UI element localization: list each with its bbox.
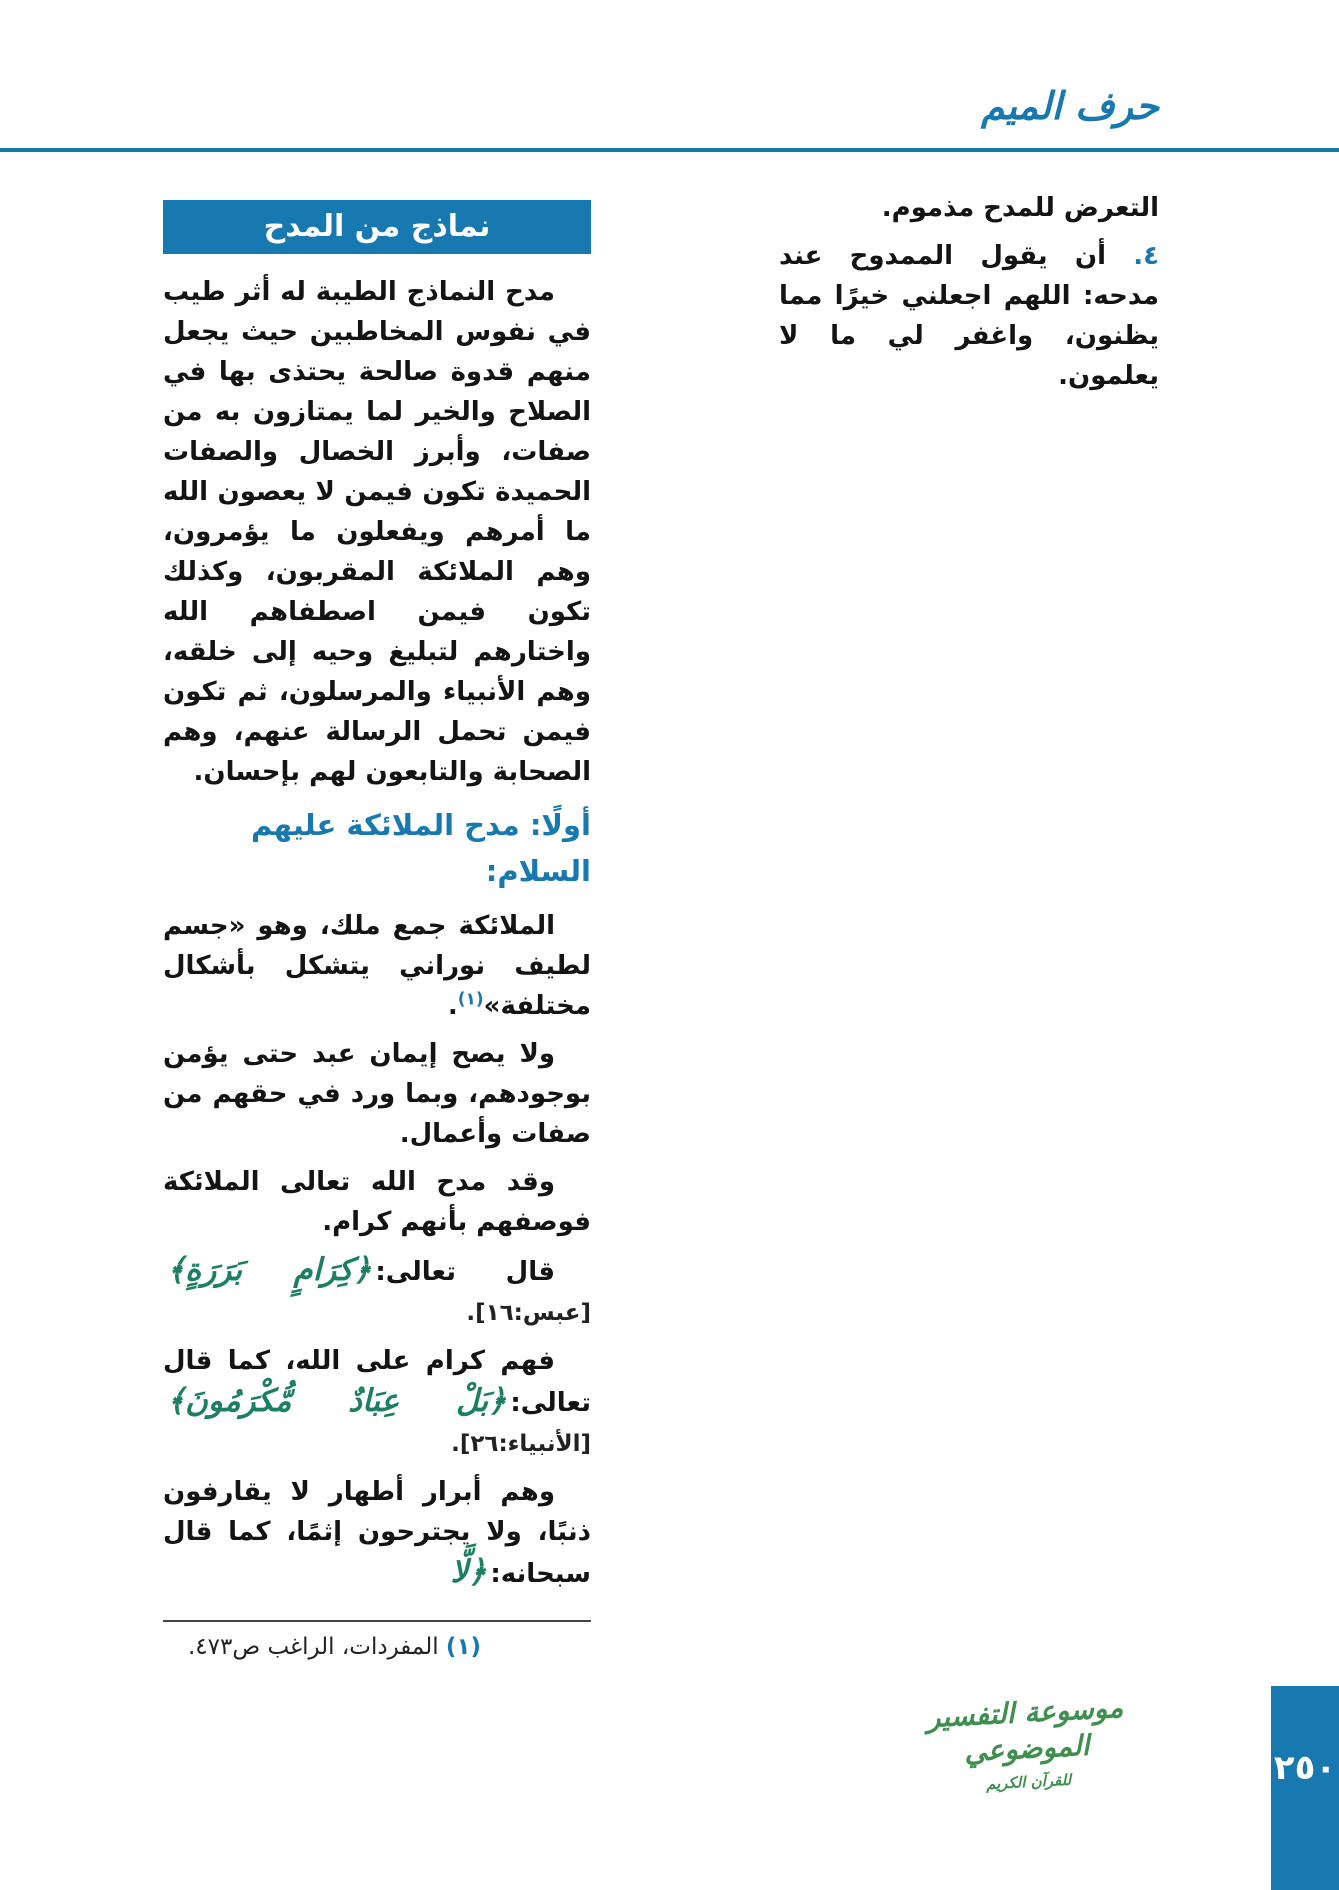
footnote-1-text: المفردات، الراغب ص٤٧٣. [187, 1634, 446, 1660]
quote-1-lead: قال تعالى: [375, 1257, 555, 1287]
paragraph-belief: ولا يصح إيمان عبد حتى يؤمن بوجودهم، وبما ورد في حقهم من صفات وأعمال. [163, 1039, 591, 1149]
page-number-strip [1271, 1686, 1339, 1890]
quote-2 [163, 1341, 591, 1464]
quran-verse-anbiya-26: ﴿بَلْ عِبَادٌ مُّكْرَمُونَ﴾ [167, 1383, 507, 1419]
quote-1 [163, 1250, 591, 1333]
footnote-1 [163, 1634, 591, 1660]
paragraph-intro: مدح النماذج الطيبة له أثر طيب في نفوس المخاطبين حيث يجعل منهم قدوة صالحة يحتذى بها في الصلاح والخير لما يمتازون به من صفات، وأبرز الخصال والصفات الحميدة تكون فيمن لا يعصون الله ما أمرهم ويفعلون ما يؤمرون، وهم الملائكة المقربون، وكذلك تكون فيمن اصطفاهم الله واختارهم لتبليغ وحيه إلى خلقه، وهم الأنبياء والمرسلون، ثم تكون فيمن تحمل الرسالة عنهم، وهم الصحابة والتابعون لهم بإحسان. [163, 277, 591, 787]
quran-verse-abasa-16: ﴿كِرَامٍ بَرَرَةٍ﴾ [167, 1252, 372, 1288]
item-text: أن يقول الممدوح عند مدحه: اللهم اجعلني خيرًا مما يظنون، واغفر لي ما لا يعلمون. [779, 241, 1159, 391]
numbered-item-4 [779, 236, 1159, 396]
section-title-box [163, 200, 591, 254]
emblem-subtitle: للقرآن الكريم [985, 1770, 1072, 1794]
publisher-emblem [917, 1689, 1137, 1796]
footnote-1-marker: (١) [445, 1634, 481, 1660]
definition-text: الملائكة جمع ملك، وهو «جسم لطيف نوراني يتشكل بأشكال مختلفة» [163, 911, 591, 1021]
emblem-title: موسوعة التفسير الموضوعي [925, 1690, 1124, 1769]
paragraph-praise: وقد مدح الله تعالى الملائكة فوصفهم بأنهم كرام. [163, 1167, 591, 1237]
quote-2-lead: فهم كرام على الله، كما قال تعالى: [163, 1346, 591, 1418]
page-content [163, 188, 1159, 1660]
footnote-block [163, 1620, 591, 1660]
paragraph-abrar [163, 1472, 591, 1594]
verse-reference-anbiya-26: [الأنبياء:٢٦]. [451, 1431, 591, 1457]
section-title: نماذج من المدح [263, 209, 491, 244]
chapter-header: حرف الميم [981, 84, 1159, 128]
left-column [163, 188, 591, 1660]
subheading-angels: أولًا: مدح الملائكة عليهم السلام: [250, 808, 591, 888]
item-number: ٤. [1133, 241, 1159, 271]
quran-verse-partial: ﴿لَّا [450, 1554, 487, 1590]
verse-reference-abasa-16: [عبس:١٦]. [466, 1300, 591, 1326]
right-column [779, 188, 1159, 1660]
header-rule [0, 148, 1339, 152]
footnote-separator [163, 1620, 591, 1622]
paragraph-abrar-lead: وهم أبرار أطهار لا يقارفون ذنبًا، ولا يجترحون إثمًا، كما قال سبحانه: [163, 1477, 591, 1589]
footnote-reference-1: (١) [457, 989, 484, 1010]
carryover-line: التعرض للمدح مذموم. [881, 193, 1159, 223]
paragraph-definition [163, 906, 591, 1026]
page-number: ٢٥٠ [1273, 1748, 1337, 1788]
definition-period: . [447, 991, 458, 1021]
